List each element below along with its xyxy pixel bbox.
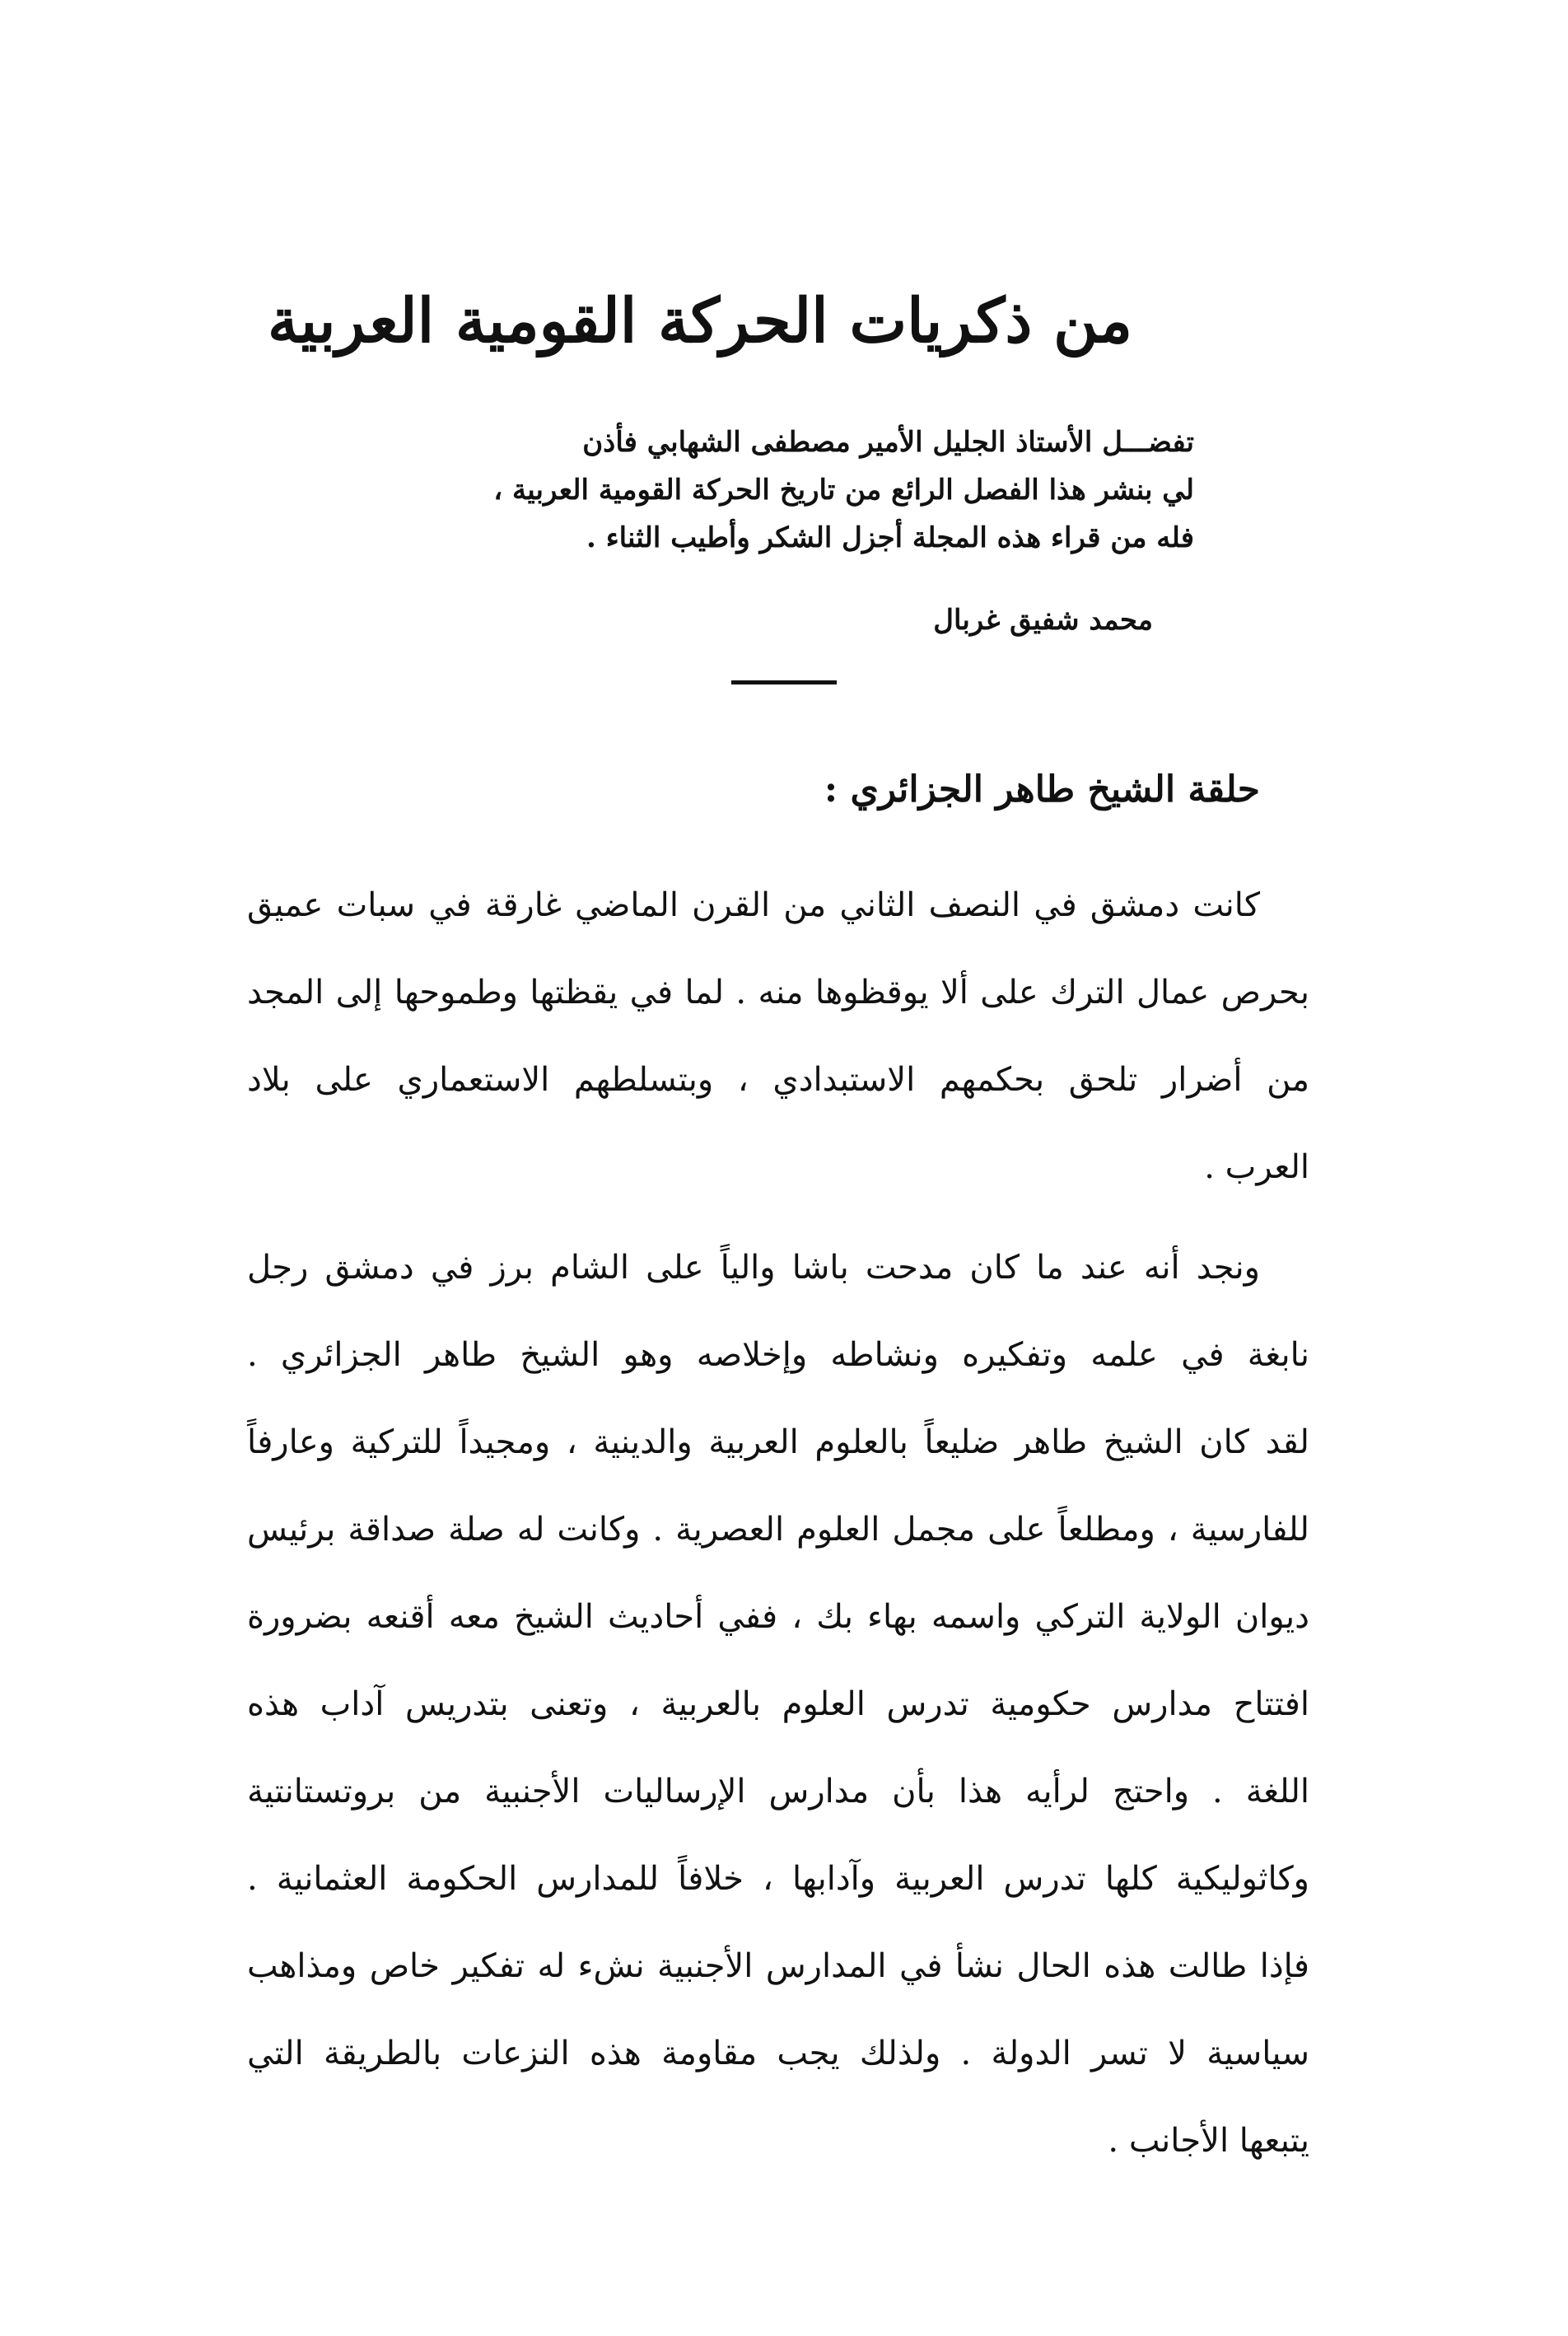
editor-note-line: تفضـــل الأستاذ الجليل الأمير مصطفى الشهابي فأذن xyxy=(582,426,1194,459)
text-line: العرب . xyxy=(1204,1148,1309,1186)
text-line: لقد كان الشيخ طاهر ضليعاً بالعلوم العربية والدينية ، ومجيداً للتركية وعارفاً xyxy=(247,1423,1309,1461)
text-line: ديوان الولاية التركي واسمه بهاء بك ، ففي أحاديث الشيخ معه أقنعه بضرورة xyxy=(247,1598,1309,1636)
text-line: سياسية لا تسر الدولة . ولذلك يجب مقاومة هذه النزعات بالطريقة التي xyxy=(247,2035,1309,2072)
text-line: فإذا طالت هذه الحال نشأ في المدارس الأجنبية نشء له تفكير خاص ومذاهب xyxy=(247,1947,1309,1985)
editor-note-line: فله من قراء هذه المجلة أجزل الشكر وأطيب الثناء . xyxy=(586,521,1194,554)
text-line: بحرص عمال الترك على ألا يوقظوها منه . لما في يقظتها وطموحها إلى المجد xyxy=(247,974,1310,1011)
text-line: للفارسية ، ومطلعاً على مجمل العلوم العصرية . وكانت له صلة صداقة برئيس xyxy=(247,1511,1309,1549)
paragraph xyxy=(247,1224,1309,2184)
article-body xyxy=(247,862,1309,2184)
paragraph xyxy=(247,862,1309,1211)
text-line: يتبعها الأجانب . xyxy=(1108,2122,1309,2160)
text-line: من أضرار تلحق بحكمهم الاستبدادي ، وبتسلطهم الاستعماري على بلاد xyxy=(247,1061,1309,1099)
editor-signature: محمد شفيق غربال xyxy=(933,604,1153,637)
editor-note xyxy=(296,418,1194,562)
text-line: وكاثوليكية كلها تدرس العربية وآدابها ، خلافاً للمدارس الحكومة العثمانية . xyxy=(247,1860,1309,1898)
text-line: كانت دمشق في النصف الثاني من القرن الماضي غارقة في سبات عميق xyxy=(247,886,1260,924)
text-line: افتتاح مدارس حكومية تدرس العلوم بالعربية ، وتعنى بتدريس آداب هذه xyxy=(247,1685,1309,1723)
text-line: نابغة في علمه وتفكيره ونشاطه وإخلاصه وهو الشيخ طاهر الجزائري . xyxy=(247,1336,1309,1374)
section-heading: حلقة الشيخ طاهر الجزائري : xyxy=(824,769,1260,811)
page-title: من ذكريات الحركة القومية العربية xyxy=(267,286,1133,357)
text-line: ونجد أنه عند ما كان مدحت باشا والياً على الشام برز في دمشق رجل xyxy=(247,1249,1260,1287)
section-divider xyxy=(731,680,837,684)
editor-note-line: لي بنشر هذا الفصل الرائع من تاريخ الحركة القومية العربية ، xyxy=(493,474,1194,507)
text-line: اللغة . واحتج لرأيه هذا بأن مدارس الإرساليات الأجنبية من بروتستانتية xyxy=(247,1773,1309,1810)
